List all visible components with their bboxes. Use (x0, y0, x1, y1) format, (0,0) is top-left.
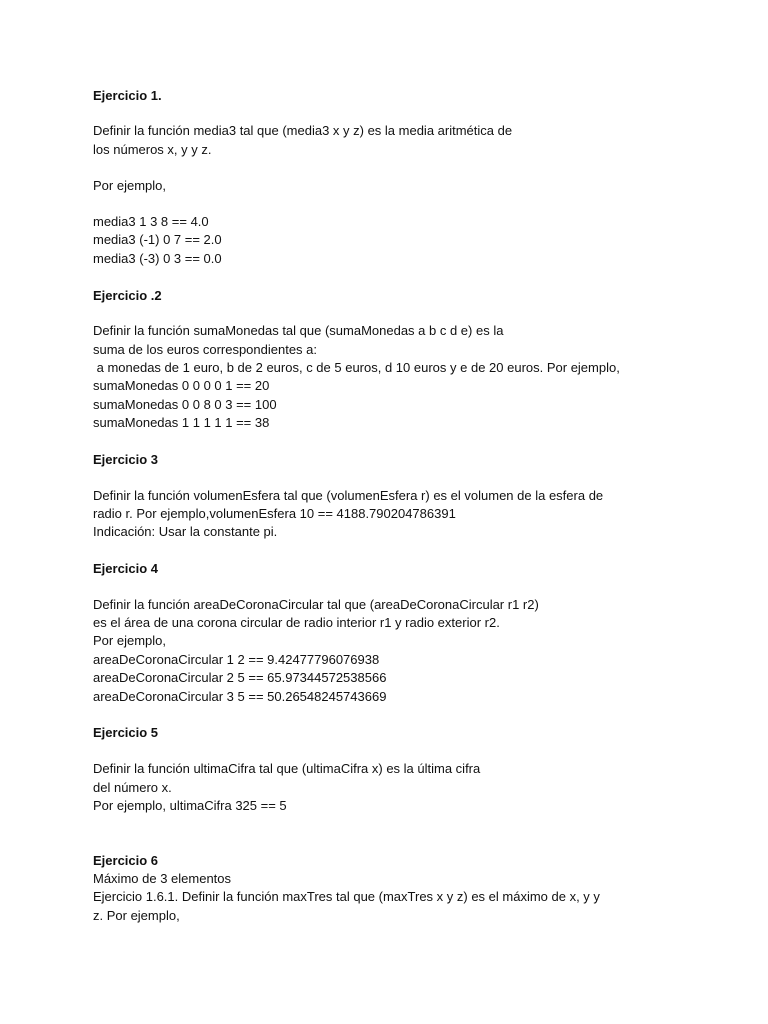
exercise-2-example: sumaMonedas 0 0 0 0 1 == 20 (93, 378, 270, 393)
exercise-4-example: areaDeCoronaCircular 1 2 == 9.42477796076938 (93, 652, 380, 667)
exercise-6-description-line: Ejercicio 1.6.1. Definir la función maxTres tal que (maxTres x y z) es el máximo de x, y y (93, 889, 600, 904)
exercise-3-hint: Indicación: Usar la constante pi. (93, 524, 278, 539)
exercise-1-example: media3 (-3) 0 3 == 0.0 (93, 251, 222, 266)
exercise-3-description-line: radio r. Por ejemplo,volumenEsfera 10 == 4188.790204786391 (93, 506, 456, 521)
exercise-4-example: areaDeCoronaCircular 2 5 == 65.97344572538566 (93, 670, 387, 685)
exercise-3-description-line: Definir la función volumenEsfera tal que (volumenEsfera r) es el volumen de la esfera de (93, 488, 604, 503)
exercise-2-title: Ejercicio .2 (93, 288, 162, 303)
exercise-6-subtitle: Máximo de 3 elementos (93, 871, 232, 886)
exercise-1-example: media3 1 3 8 == 4.0 (93, 214, 209, 229)
exercise-5-description-line: del número x. (93, 780, 172, 795)
exercise-4-description-line: es el área de una corona circular de radio interior r1 y radio exterior r2. (93, 615, 500, 630)
exercise-2-example: sumaMonedas 0 0 8 0 3 == 100 (93, 397, 277, 412)
exercise-6-title: Ejercicio 6 (93, 853, 159, 868)
exercise-5-title: Ejercicio 5 (93, 725, 159, 740)
exercise-2-description-line: a monedas de 1 euro, b de 2 euros, c de 5 euros, d 10 euros y e de 20 euros. Por ejemplo, (93, 360, 620, 375)
exercise-2-example: sumaMonedas 1 1 1 1 1 == 38 (93, 415, 270, 430)
exercise-2-description-line: suma de los euros correspondientes a: (93, 342, 318, 357)
exercise-1-title: Ejercicio 1. (93, 88, 162, 103)
exercise-2-description-line: Definir la función sumaMonedas tal que (sumaMonedas a b c d e) es la (93, 323, 504, 338)
exercise-4-description-line: Definir la función areaDeCoronaCircular tal que (areaDeCoronaCircular r1 r2) (93, 597, 539, 612)
exercise-5-description-line: Definir la función ultimaCifra tal que (ultimaCifra x) es la última cifra (93, 761, 481, 776)
exercise-6-description-line: z. Por ejemplo, (93, 908, 180, 923)
exercise-4-example-intro: Por ejemplo, (93, 633, 166, 648)
exercise-5-example: Por ejemplo, ultimaCifra 325 == 5 (93, 798, 287, 813)
exercise-3-title: Ejercicio 3 (93, 452, 159, 467)
exercise-1-description-line: los números x, y y z. (93, 142, 212, 157)
exercise-1-example: media3 (-1) 0 7 == 2.0 (93, 232, 222, 247)
exercise-4-title: Ejercicio 4 (93, 561, 159, 576)
exercise-4-example: areaDeCoronaCircular 3 5 == 50.26548245743669 (93, 689, 387, 704)
exercise-1-example-intro: Por ejemplo, (93, 178, 166, 193)
exercise-1-description-line: Definir la función media3 tal que (media3 x y z) es la media aritmética de (93, 123, 513, 138)
